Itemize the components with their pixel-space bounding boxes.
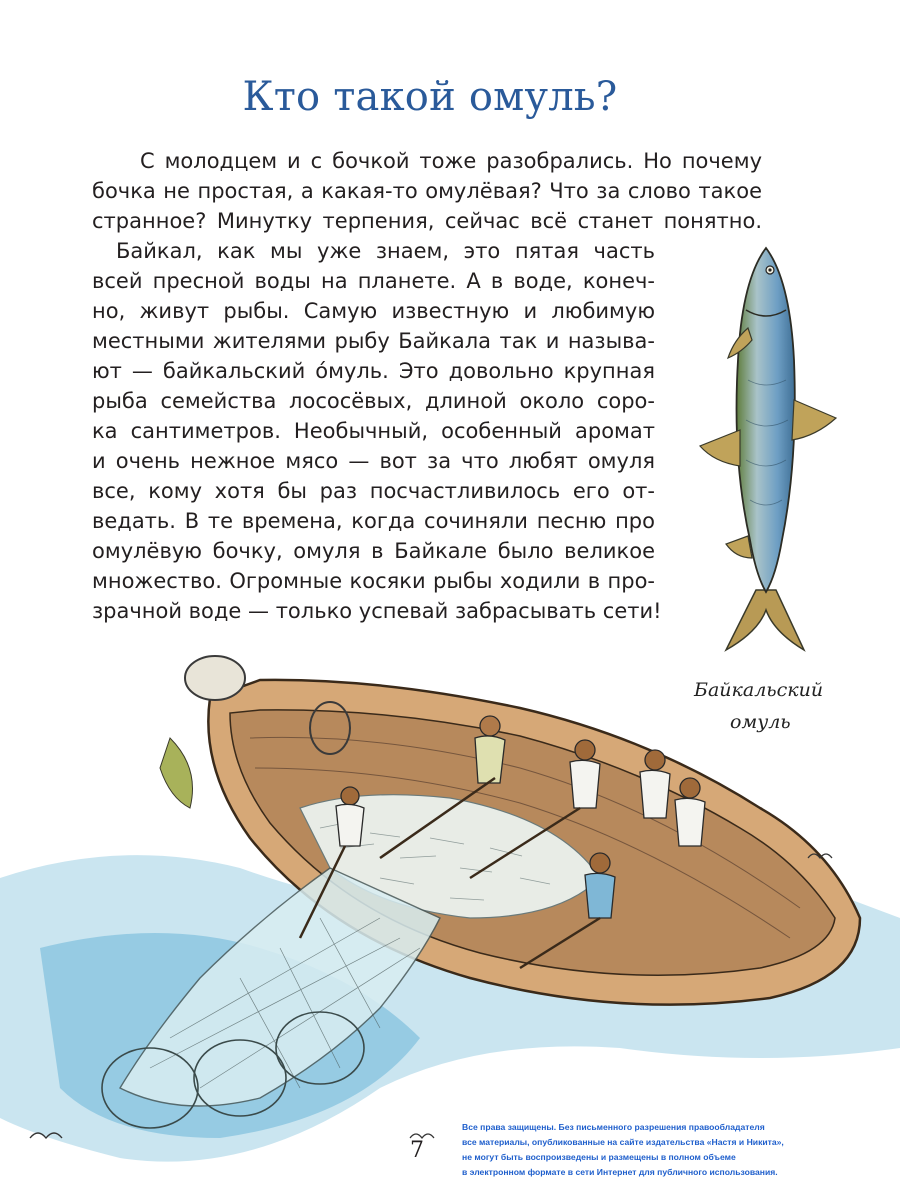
- copyright-line: Все права защищены. Без письменного разрешения правообладателя: [462, 1122, 765, 1132]
- text-line: странное? Минутку терпения, сейчас всё станет понятно.: [92, 209, 762, 233]
- page-title: Кто такой омуль?: [242, 74, 618, 120]
- fishing-boat-illustration: [0, 618, 900, 1200]
- text-line: рыба семейства лососёвых, длиной около соро-: [92, 389, 655, 413]
- text-line: омулёвую бочку, омуля в Байкале было великое: [92, 539, 655, 563]
- text-line: но, живут рыбы. Самую известную и любимую: [92, 299, 655, 323]
- copyright-notice: [462, 1120, 882, 1180]
- text-line: зрачной воде — только успевай забрасывать сети!: [92, 599, 662, 623]
- text-line: ка сантиметров. Необычный, особенный аромат: [92, 419, 655, 443]
- copyright-line: в электронном формате в сети Интернет для публичного использования.: [462, 1167, 778, 1177]
- fish-caption-line1: Байкальский: [694, 679, 824, 701]
- text-line: бочка не простая, а какая-то омулёвая? Что за слово такое: [92, 179, 762, 203]
- text-line: местными жителями рыбу Байкала так и называ-: [92, 329, 655, 353]
- fish-caption-line2: омуль: [730, 711, 791, 733]
- text-line: ют — байкальский о́муль. Это довольно крупная: [92, 359, 655, 383]
- text-line: ведать. В те времена, когда сочиняли песню про: [92, 509, 655, 533]
- text-line: всей пресной воды на планете. А в воде, конеч-: [92, 269, 655, 293]
- text-line: С молодцем и с бочкой тоже разобрались. Но почему: [140, 149, 762, 173]
- omul-fish-illustration: [686, 240, 846, 660]
- text-line: Байкал, как мы уже знаем, это пятая часть: [116, 239, 655, 263]
- text-line: все, кому хотя бы раз посчастливилось его от-: [92, 479, 655, 503]
- copyright-line: все материалы, опубликованные на сайте издательства «Настя и Никита»,: [462, 1137, 784, 1147]
- text-line: множество. Огромные косяки рыбы ходили в про-: [92, 569, 655, 593]
- copyright-line: не могут быть воспроизведены и размещены в полном объеме: [462, 1152, 736, 1162]
- text-line: и очень нежное мясо — вот за что любят омуля: [92, 449, 655, 473]
- page-number: 7: [410, 1138, 424, 1163]
